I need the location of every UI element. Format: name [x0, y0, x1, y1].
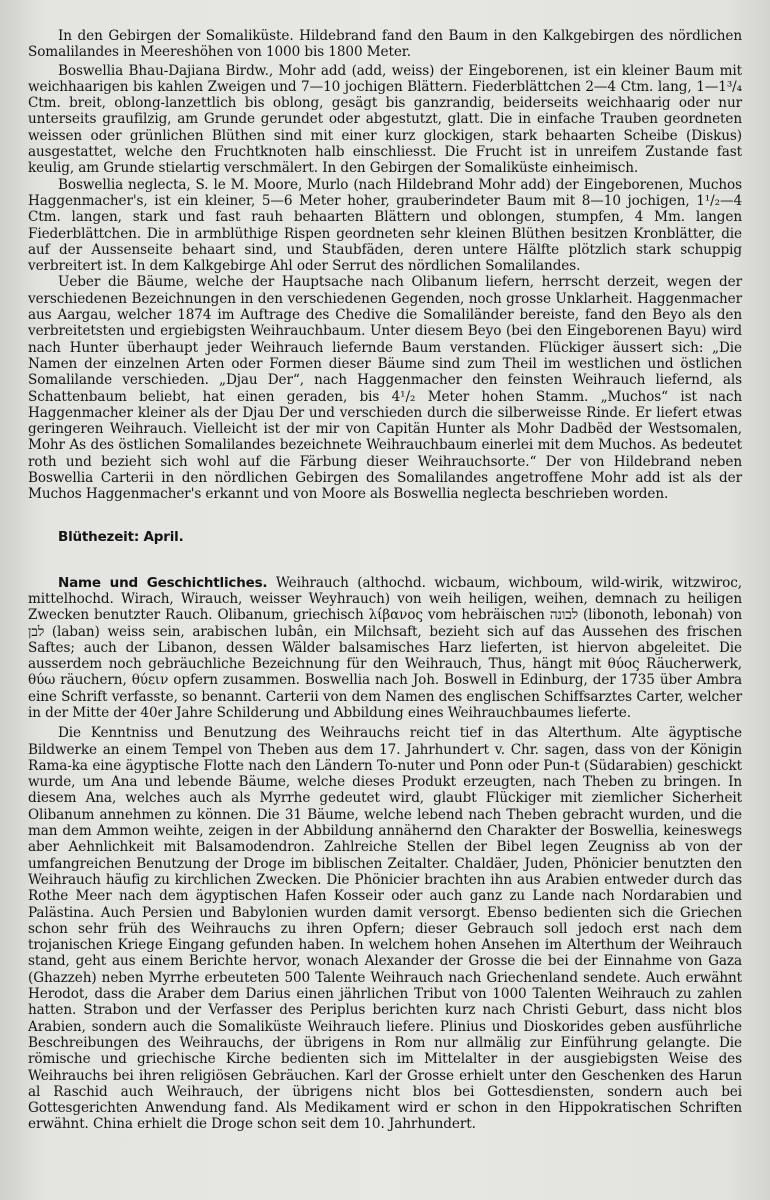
paragraph-olibanum-trees: Ueber die Bäume, welche der Hauptsache nach Olibanum liefern, herrscht derzeit, wegen der verschiedenen Bezeichnungen in den verschiedenen Gegenden, noch grosse Unklarheit. Haggenmacher aus Aargau, welcher 1874 im Auftrage des Chedive die Somaliländer bereiste, fand den Beyo als den verbreitetsten und ergiebigsten Weihrauchbaum. Unter diesem Beyo (bei den Eingeborenen Bayu) wird nach Hunter überhaupt jeder Weihrauch liefernde Baum verstanden. Flückiger äussert sich: „Die Namen der einzelnen Arten oder Formen dieser Bäume sind zum Theil im westlichen und östlichen Somalilande verschieden. „Djau Der“, nach Haggenmacher den feinsten Weihrauch liefernd, als Schattenbaum beliebt, hat einen geraden, bis 4¹/₂ Meter hohen Stamm. „Muchos“ ist nach Haggenmacher kleiner als der Djau Der und verschieden durch die silberweisse Rinde. Er liefert etwas geringeren Weihrauch. Vielleicht ist der mir von Capitän Hunter als Mohr Dadbëd der Westsomalen, Mohr As des östlichen Somalilandes bezeichnete Weihrauchbaum einerlei mit dem Muchos. As bedeutet roth und bezieht sich wohl auf die Färbung dieser Weihrauchsorte.“ Der von Hildebrand neben Boswellia Carterii in den nördlichen Gebirgen des Somalilandes angetroffene Mohr add ist als der Muchos Haggenmacher's erkannt und von Moore als Boswellia neglecta beschrieben worden. [28, 274, 742, 503]
paragraph-antiquity: Die Kenntniss und Benutzung des Weihrauchs reicht tief in das Alterthum. Alte ägyptische Bildwerke an einem Tempel von Theben aus dem 17. Jahrhundert v. Chr. sagen, dass von der Königin Rama-ka eine ägyptische Flotte nach den Ländern To-nuter und Ponn oder Pun-t (Südarabien) geschickt wurde, um Ana und lebende Bäume, welche dieses Produkt erzeugten, nach Theben zu bringen. In diesem Ana, welches auch als Myrrhe gedeutet wird, glaubt Flückiger mit ziemlicher Sicherheit Olibanum annehmen zu können. Die 31 Bäume, welche lebend nach Theben gebracht wurden, und die man dem Ammon weihte, zeigen in der Abbildung annähernd den Charakter der Boswellia, keineswegs aber Aehnlichkeit mit Balsamodendron. Zahlreiche Stellen der Bibel legen Zeugniss ab von der umfangreichen Benutzung der Droge im biblischen Zeitalter. Chaldäer, Juden, Phönicier benutzten den Weihrauch häufig zu kirchlichen Zwecken. Die Phönicier brachten ihn aus Arabien entweder durch das Rothe Meer nach dem ägyptischen Hafen Kosseir oder auch ganz zu Lande nach Nordarabien und Palästina. Auch Persien und Babylonien wurden damit versorgt. Ebenso bedienten sich die Griechen schon sehr früh des Weihrauchs zu ihren Opfern; dieser Gebrauch soll jedoch erst nach dem trojanischen Kriege Eingang gefunden haben. In welchem hohen Ansehen im Alterthum der Weihrauch stand, geht aus einem Berichte hervor, wonach Alexander der Grosse die bei der Einnahme von Gaza (Ghazzeh) neben Myrrhe erbeuteten 500 Talente Weihrauch nach Griechenland sendete. Auch erwähnt Herodot, dass die Araber dem Darius einen jährlichen Tribut von 1000 Talenten Weihrauch zu zahlen hatten. Strabon und der Verfasser des Periplus berichten kurz nach Christi Geburt, dass nicht blos Arabien, sondern auch die Somaliküste Weihrauch liefere. Plinius und Dioskorides geben ausführliche Beschreibungen des Weihrauchs, der übrigens in Rom nur allmälig zur Einführung gelangte. Die römische und griechische Kirche bedienten sich im Mittelalter in der ausgiebigsten Weise des Weihrauchs bei ihren religiösen Gebräuchen. Karl der Grosse erhielt unter den Geschenken des Harun al Raschid auch Weihrauch, der übrigens nicht blos bei Gottesdiensten, sondern auch bei Gottesgerichten Anwendung fand. Als Medikament wird er schon in den Hippokratischen Schriften erwähnt. China erhielt die Droge schon seit dem 10. Jahrhundert. [28, 725, 742, 1133]
bloom-time-label: Blüthezeit: [58, 528, 140, 545]
paragraph-boswellia-neglecta: Boswellia neglecta, S. le M. Moore, Murlo (nach Hildebrand Mohr add) der Eingeborenen, Muchos Haggenmacher's, ist ein kleiner, 5—6 Meter hoher, grauberindeter Baum mit 8—10 jochigen, 1¹/₂—4 Ctm. langen, stark und fast rauh behaarten Blättern und oblongen, stumpfen, 4 Mm. langen Fiederblättchen. Die in armblüthige Rispen geordneten sehr kleinen Blüthen besitzen Kronblätter, die auf der Aussenseite behaart sind, und Staubfäden, deren untere Hälfte plötzlich stark schuppig verbreitert ist. In dem Kalkgebirge Ahl oder Serrut des nördlichen Somalilandes. [28, 176, 742, 275]
bloom-time-value: April. [143, 528, 184, 545]
paragraph-name-history [28, 575, 742, 722]
bloom-time [58, 529, 742, 545]
section-spacer [28, 545, 742, 575]
paragraph-boswellia-bhau-dajiana: Boswellia Bhau-Dajiana Birdw., Mohr add (add, weiss) der Eingeborenen, ist ein kleiner Baum mit weichhaarigen bis kahlen Zweigen und 7—10 jochigen Blättern. Fiederblättchen 2—4 Ctm. lang, 1—1³/₄ Ctm. breit, oblong-lanzettlich bis oblong, gesägt bis ganzrandig, beiderseits weichhaarig oder nur unterseits graufilzig, am Grunde gerundet oder abgestutzt, glatt. Die in einfache Trauben geordneten weissen oder grünlichen Blüthen sind mit einer kurz glockigen, stark behaarten Scheibe (Diskus) ausgestattet, welche den Fruchtknoten halb einschliesst. Die Frucht ist in unreifem Zustande fast keulig, am Grunde stielartig verschmälert. In den Gebirgen der Somaliküste einheimisch. [28, 62, 742, 177]
paragraph-somali-mountains: In den Gebirgen der Somaliküste. Hildebrand fand den Baum in den Kalkgebirgen des nördlichen Somalilandes in Meereshöhen von 1000 bis 1800 Meter. [28, 28, 742, 61]
text-column [28, 28, 742, 1133]
paragraph-name-history-text: Weihrauch (althochd. wicbaum, wichboum, wild-wirik, witzwiroc, mittelhochd. Wirach, Wirauch, weisser Weyhrauch) von weih heiligen, weihen, demnach zu heiligen Zwecken benutzter Rauch. Olibanum, griechisch λίβανος vom hebräischen לבונה (libonoth, lebonah) von לבן (laban) weiss sein, arabischen lubân, ein Milchsaft, bezieht sich auf das Aussehen des frischen Saftes; auch der Libanon, dessen Wälder balsamisches Harz lieferten, ist hiervon abgeleitet. Die ausserdem noch gebräuchliche Bezeichnung für den Weihrauch, Thus, hängt mit θύος Räucherwerk, θύω räuchern, θύειν opfern zusammen. Boswellia nach Joh. Boswell in Edinburg, der 1735 über Ambra eine Schrift verfasste, so benannt. Carterii von dem Namen des englischen Schiffsarztes Carter, welcher in der Mitte der 40er Jahre Schilderung und Abbildung eines Weihrauchbaumes lieferte. [28, 574, 742, 721]
section-title-name-history: Name und Geschichtliches. [58, 574, 268, 591]
